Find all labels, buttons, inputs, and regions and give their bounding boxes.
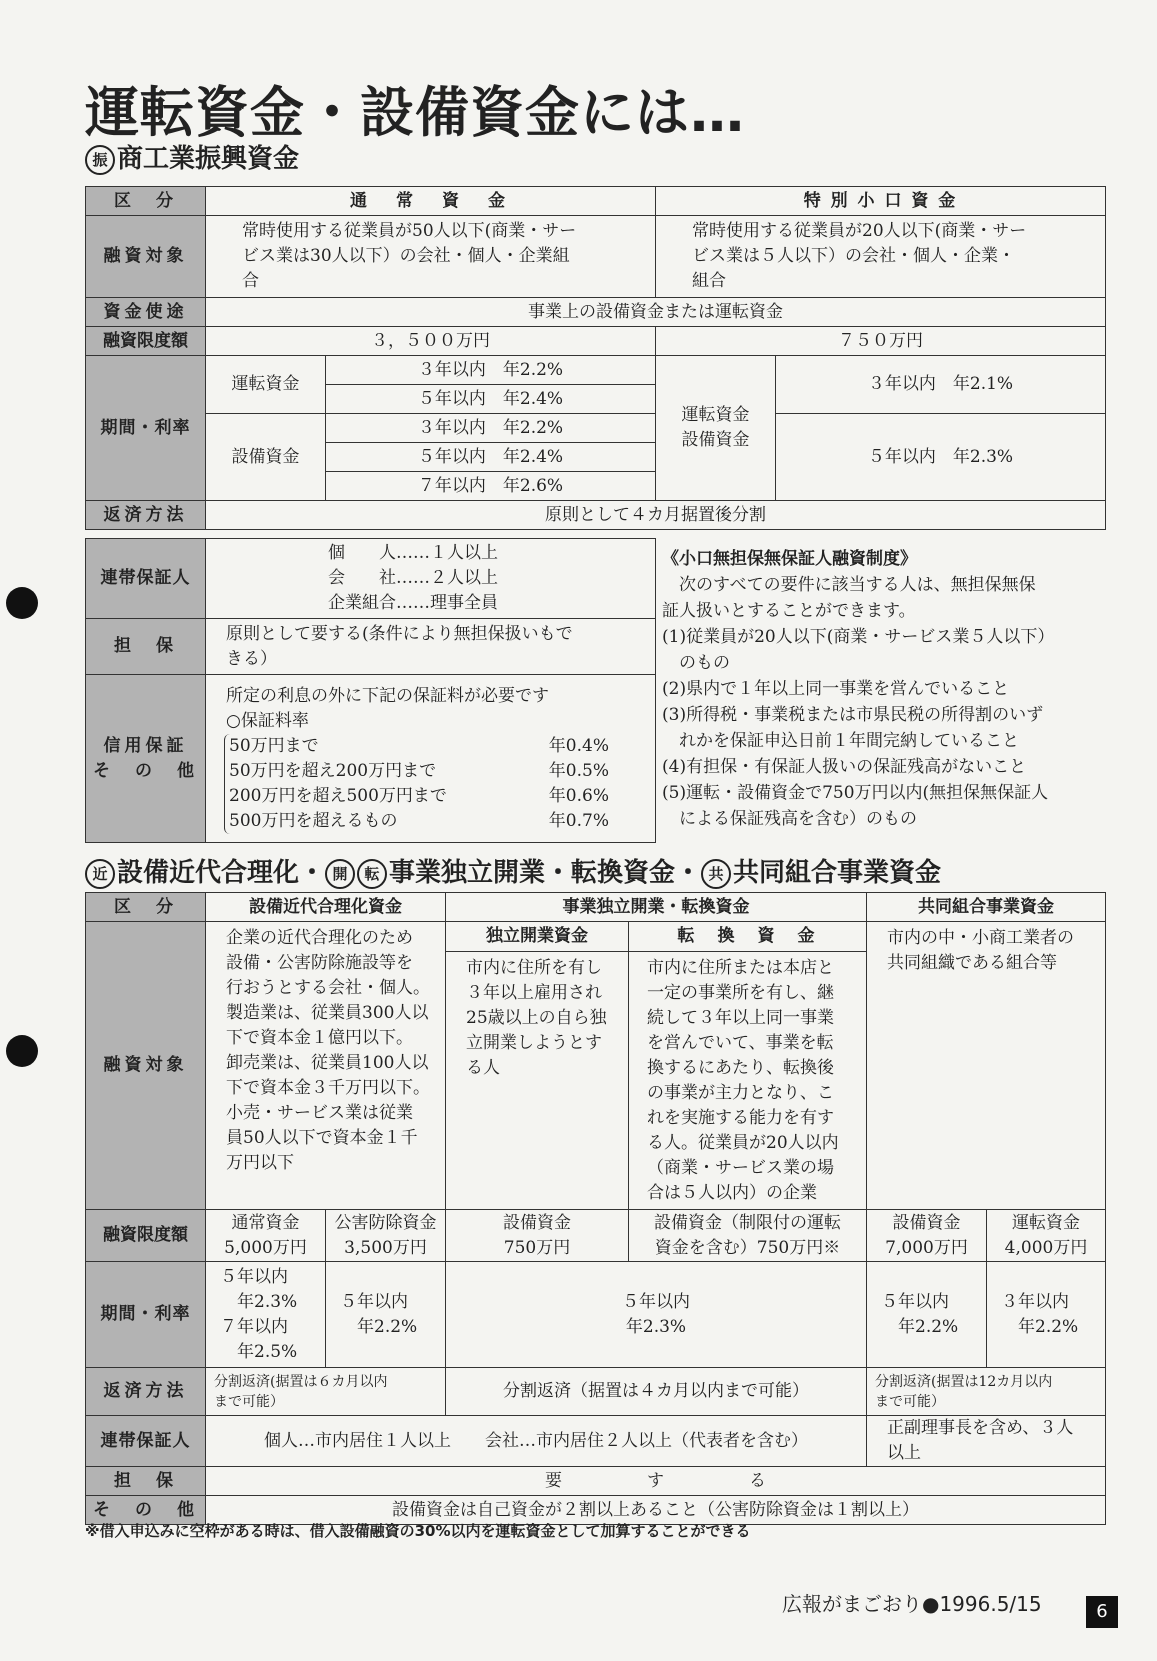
text-line: 個 人……１人以上 xyxy=(328,543,498,563)
label-hensai: 返済方法 xyxy=(86,501,206,530)
text-line: 年2.2% xyxy=(1001,1316,1079,1337)
footnote: ※借入申込みに空枠がある時は、借入設備融資の30%以内を運転資金として加算することができる xyxy=(85,1522,751,1540)
text-line: 年2.2% xyxy=(881,1316,959,1337)
text-line: 合は５人以内）の企業 xyxy=(647,1183,817,1203)
kikan-tsujo xyxy=(206,1262,326,1368)
taisho-tokubetsu xyxy=(656,216,1106,298)
text-line: 行おうとする会社・個人。 xyxy=(226,978,430,998)
text-line: 合 xyxy=(242,271,259,291)
text-line: 設備資金（制限付の運転 xyxy=(654,1212,841,1233)
hensai-value: 原則として４カ月据置後分割 xyxy=(206,501,1106,530)
text-line: 年2.3% xyxy=(220,1291,298,1312)
shin-badge-icon: 振 xyxy=(85,145,115,175)
text-line: 下で資本金１億円以下。 xyxy=(226,1028,413,1048)
text-line: 会 社……２人以上 xyxy=(328,568,498,588)
fee-row xyxy=(229,809,609,834)
text-line: ３年以上雇用され xyxy=(466,983,602,1003)
rate-row: ７年以内 年2.6% xyxy=(326,472,656,501)
taisho-kyodo-lines xyxy=(887,926,1097,976)
shinko-table-lower xyxy=(85,538,656,843)
label-kubun-2: 区 分 xyxy=(86,893,206,922)
section1-title: 商工業振興資金 xyxy=(117,144,300,174)
section1-heading xyxy=(85,138,299,175)
text-line: ３年以内 xyxy=(1001,1291,1069,1312)
text-line: 年2.2% xyxy=(340,1316,418,1337)
shinyo-value xyxy=(206,675,656,843)
text-line: 設備資金 xyxy=(892,1212,961,1233)
kikan-tsujo-lines xyxy=(220,1265,317,1365)
kai-badge-icon: 開 xyxy=(325,859,355,889)
text-line: 設備資金 xyxy=(681,430,750,450)
text-line: のもの xyxy=(662,653,730,673)
s-shikin-label xyxy=(656,356,776,501)
text-line: 分割返済(据置は６カ月以内 xyxy=(214,1373,388,1390)
fee-rate: 年0.5% xyxy=(548,760,609,781)
kikan-kyodo-unten-lines xyxy=(1001,1290,1097,1340)
text-line: (1)従業員が20人以下(商業・サービス業５人以下） xyxy=(662,627,1055,647)
binder-hole-lower xyxy=(6,1035,38,1067)
text-line: 750万円 xyxy=(503,1237,571,1258)
gendo-tsujo: ３，５００万円 xyxy=(206,327,656,356)
text-line: 4,000万円 xyxy=(1004,1237,1088,1258)
col-kyodo: 共同組合事業資金 xyxy=(867,893,1106,922)
tanpo-value xyxy=(206,619,656,675)
kin-badge-icon: 近 xyxy=(85,859,115,889)
text-line: そ の 他 xyxy=(93,760,198,781)
text-line: による保証残高を含む）のもの xyxy=(662,809,917,829)
text-line: 分割返済(据置は12カ月以内 xyxy=(875,1373,1053,1390)
rate-row: ３年以内 年2.2% xyxy=(326,414,656,443)
gendo-kyodo-unten xyxy=(987,1210,1106,1262)
s-rate-3: ３年以内 年2.1% xyxy=(776,356,1106,414)
taisho-kindai-lines xyxy=(226,926,437,1176)
label-kikan: 期間・利率 xyxy=(86,356,206,501)
shito-value: 事業上の設備資金または運転資金 xyxy=(206,298,1106,327)
gendo-kyodo-setsubi xyxy=(867,1210,987,1262)
sub-dokuritsu: 独立開業資金 xyxy=(446,922,629,952)
text-line: ○保証料率 xyxy=(226,710,309,731)
kikan-dokuritsu-tenkan xyxy=(446,1262,867,1368)
text-line: (2)県内で１年以上同一事業を営んでいること xyxy=(662,679,1010,699)
label-taisho-2: 融資対象 xyxy=(86,922,206,1210)
text-line: 設備・公害防除施設等を xyxy=(226,953,413,973)
text-line: 設備資金 xyxy=(503,1212,571,1233)
text-line: ７年以内 xyxy=(220,1316,288,1337)
col-tokubetsu: 特 別 小 口 資 金 xyxy=(656,187,1106,216)
mutanpo-box xyxy=(662,546,1112,832)
fee-list xyxy=(224,734,647,834)
text-line: ビス業は30人以下）の会社・個人・企業組 xyxy=(242,246,570,266)
hoshonin-kindai: 個人…市内居住１人以上 会社…市内居住２人以上（代表者を含む） xyxy=(206,1416,867,1467)
text-line: れを実施する能力を有す xyxy=(647,1108,834,1128)
label-gendo: 融資限度額 xyxy=(86,327,206,356)
label-sonota-2: そ の 他 xyxy=(86,1496,206,1525)
taisho-tenkan xyxy=(629,952,867,1210)
page-number: 6 xyxy=(1086,1596,1118,1628)
fee-label: 50万円を超え200万円まで xyxy=(229,760,437,781)
page-title: 運転資金・設備資金には… xyxy=(85,81,745,144)
label-shinyo xyxy=(86,675,206,843)
s-rate-5: ５年以内 年2.3% xyxy=(776,414,1106,501)
tanpo-value-2: 要 す る xyxy=(206,1467,1106,1496)
text-line: 組合 xyxy=(692,271,726,291)
hensai-kindai xyxy=(206,1368,446,1416)
text-line: 25歳以上の自ら独 xyxy=(466,1008,607,1028)
text-line: 運転資金 xyxy=(681,405,750,425)
text-line: 所定の利息の外に下記の保証料が必要です xyxy=(226,685,549,706)
rate-row: ５年以内 年2.4% xyxy=(326,385,656,414)
col-kindai: 設備近代合理化資金 xyxy=(206,893,446,922)
text-line: 常時使用する従業員が50人以下(商業・サー xyxy=(242,221,577,241)
label-kubun: 区 分 xyxy=(86,187,206,216)
kyo-badge-icon: 共 xyxy=(701,859,731,889)
text-line: 証人扱いとすることができます。 xyxy=(662,601,916,621)
ten-badge-icon: 転 xyxy=(357,859,387,889)
gendo-kogai xyxy=(326,1210,446,1262)
label-hoshonin: 連帯保証人 xyxy=(86,539,206,619)
text-line: 市内に住所を有し xyxy=(466,958,602,978)
kikan-kyodo-setsubi xyxy=(867,1262,987,1368)
text-line: 立開業しようとす xyxy=(466,1033,602,1053)
text-line: (3)所得税・事業税または市県民税の所得割のいず xyxy=(662,705,1044,725)
text-line: 共同組織である組合等 xyxy=(887,953,1057,973)
text-line: を営んでいて、事業を転 xyxy=(647,1033,834,1053)
label-taisho: 融資対象 xyxy=(86,216,206,298)
taisho-kyodo xyxy=(867,922,1106,1210)
fee-rate: 年0.4% xyxy=(548,735,609,756)
text-line: まで可能） xyxy=(214,1393,284,1410)
text-line: る人。従業員が20人以内 xyxy=(647,1133,839,1153)
text-line: 続して３年以上同一事業 xyxy=(647,1008,834,1028)
text-line: 下で資本金３千万円以下。 xyxy=(226,1078,430,1098)
hensai-dokuritsu: 分割返済（据置は４カ月以内まで可能） xyxy=(446,1368,867,1416)
text-line: 資金を含む）750万円※ xyxy=(654,1237,841,1258)
text-line: 信用保証 xyxy=(103,735,188,756)
text-line: 員50人以下で資本金１千 xyxy=(226,1128,418,1148)
section2-title-3: 共同組合事業資金 xyxy=(733,858,942,888)
hoshonin-kyodo xyxy=(867,1416,1106,1467)
text-line: れかを保証申込日前１年間完納していること xyxy=(662,731,1019,751)
kikan-kyodo-unten xyxy=(987,1262,1106,1368)
fee-row xyxy=(229,734,609,759)
text-line: ５年以内 xyxy=(340,1291,408,1312)
taisho-tenkan-lines xyxy=(647,956,858,1206)
footer-credit: 広報がまごおり●1996.5/15 xyxy=(782,1592,1042,1616)
text-line: 正副理事長を含め、３人 xyxy=(887,1418,1074,1438)
label-kikan-2: 期間・利率 xyxy=(86,1262,206,1368)
text-line: 次のすべての要件に該当する人は、無担保無保 xyxy=(662,575,1036,595)
text-line: 卸売業は、従業員100人以 xyxy=(226,1053,429,1073)
fee-label: 500万円を超えるもの xyxy=(229,810,398,831)
text-line: 企業の近代合理化のため xyxy=(226,928,413,948)
text-line: ５年以内 xyxy=(220,1266,288,1287)
text-line: 市内の中・小商工業者の xyxy=(887,928,1074,948)
text-line: まで可能） xyxy=(875,1393,945,1410)
label-hensai-2: 返済方法 xyxy=(86,1368,206,1416)
text-line: ビス業は５人以下）の会社・個人・企業・ xyxy=(692,246,1015,266)
sonota-value: 設備資金は自己資金が２割以上あること（公害防除資金は１割以上） xyxy=(206,1496,1106,1525)
fee-row xyxy=(229,759,609,784)
taisho-dokuritsu-lines xyxy=(466,956,620,1081)
label-shito: 資金使途 xyxy=(86,298,206,327)
text-line: 年2.3% xyxy=(625,1316,687,1337)
taisho-kindai xyxy=(206,922,446,1210)
label-hoshonin-2: 連帯保証人 xyxy=(86,1416,206,1467)
text-line: ５年以内 xyxy=(622,1291,690,1312)
taisho-tsujo xyxy=(206,216,656,298)
text-line: 7,000万円 xyxy=(885,1237,968,1258)
gendo-tenkan xyxy=(629,1210,867,1262)
sub-tenkan: 転 換 資 金 xyxy=(629,922,867,952)
fee-label: 200万円を超え500万円まで xyxy=(229,785,447,806)
text-line: る人 xyxy=(466,1058,500,1078)
mutanpo-title: 《小口無担保無保証人融資制度》 xyxy=(662,549,917,569)
text-line: （商業・サービス業の場 xyxy=(647,1158,834,1178)
text-line: の事業が主力となり、こ xyxy=(647,1083,834,1103)
text-line: 小売・サービス業は従業 xyxy=(226,1103,413,1123)
text-line: 通常資金 xyxy=(231,1212,300,1233)
text-line: 製造業は、従業員300人以 xyxy=(226,1003,429,1023)
text-line: (4)有担保・有保証人扱いの保証残高がないこと xyxy=(662,757,1027,777)
label-tanpo: 担 保 xyxy=(86,619,206,675)
kikan-dokuritsu-lines xyxy=(454,1290,858,1340)
shinko-table xyxy=(85,186,1106,530)
text-line: 5,000万円 xyxy=(224,1237,307,1258)
text-line: 一定の事業所を有し、継 xyxy=(647,983,834,1003)
hoshonin-value xyxy=(206,539,656,619)
fee-row xyxy=(229,784,609,809)
fee-label: 50万円まで xyxy=(229,735,319,756)
section2-title-1: 設備近代合理化・ xyxy=(117,858,326,888)
fee-rate: 年0.7% xyxy=(548,810,609,831)
taisho-dokuritsu xyxy=(446,952,629,1210)
unten-label: 運転資金 xyxy=(206,356,326,414)
label-gendo-2: 融資限度額 xyxy=(86,1210,206,1262)
text-line: (5)運転・設備資金で750万円以内(無担保無保証人 xyxy=(662,783,1049,803)
text-line: 年2.5% xyxy=(220,1341,298,1362)
kikan-kyodo-setsubi-lines xyxy=(881,1290,978,1340)
text-line: ５年以内 xyxy=(881,1291,949,1312)
kikan-kogai-lines xyxy=(340,1290,437,1340)
gendo-tokubetsu: ７５０万円 xyxy=(656,327,1106,356)
text-line: 運転資金 xyxy=(1012,1212,1080,1233)
section2-heading xyxy=(85,852,941,889)
text-line: 万円以下 xyxy=(226,1153,294,1173)
rate-row: ５年以内 年2.4% xyxy=(326,443,656,472)
col-dokuritsu: 事業独立開業・転換資金 xyxy=(446,893,867,922)
col-tsujo: 通 常 資 金 xyxy=(206,187,656,216)
section2-title-2: 事業独立開業・転換資金・ xyxy=(389,858,702,888)
setsubi-label: 設備資金 xyxy=(206,414,326,501)
text-line: 3,500万円 xyxy=(344,1237,427,1258)
hensai-kyodo xyxy=(867,1368,1106,1416)
text-line: 原則として要する(条件により無担保扱いもで xyxy=(226,623,573,644)
fee-rate: 年0.6% xyxy=(548,785,609,806)
text-line: 公害防除資金 xyxy=(334,1212,437,1233)
rate-row: ３年以内 年2.2% xyxy=(326,356,656,385)
kikan-kogai xyxy=(326,1262,446,1368)
gendo-tsujo-2 xyxy=(206,1210,326,1262)
label-tanpo-2: 担 保 xyxy=(86,1467,206,1496)
text-line: 換するにあたり、転換後 xyxy=(647,1058,834,1078)
text-line: きる） xyxy=(226,648,277,669)
text-line: 以上 xyxy=(887,1443,921,1463)
mutanpo-lines xyxy=(662,572,1112,832)
text-line: 企業組合……理事全員 xyxy=(328,593,498,613)
binder-hole-upper xyxy=(6,587,38,619)
gendo-dokuritsu xyxy=(446,1210,629,1262)
text-line: 市内に住所または本店と xyxy=(647,958,834,978)
text-line: 常時使用する従業員が20人以下(商業・サー xyxy=(692,221,1027,241)
kindai-table xyxy=(85,892,1106,1525)
